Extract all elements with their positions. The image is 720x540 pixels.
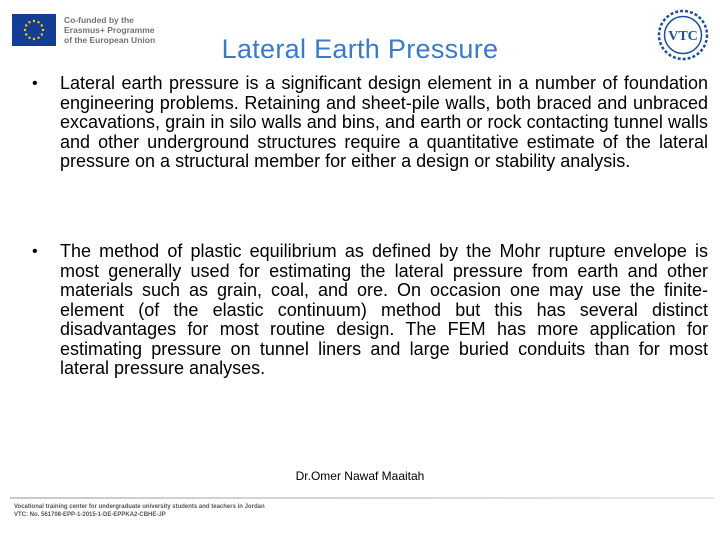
- bullet-item: [32, 74, 708, 172]
- eu-star-icon: [24, 29, 26, 31]
- bullet-dot-icon: •: [32, 75, 38, 92]
- eu-star-icon: [33, 20, 35, 22]
- page-title: Lateral Earth Pressure: [221, 34, 499, 64]
- eu-star-icon: [25, 24, 27, 26]
- eu-star-icon: [37, 21, 39, 23]
- eu-star-icon: [28, 21, 30, 23]
- bullet-item: [32, 242, 708, 379]
- bullet-text: The method of plastic equilibrium as defined by the Mohr rupture envelope is most generally used for estimating the lateral pressure from earth and other materials such as grain, coal, and ore. On occasion one may use the finite-element (of the elastic continuum) method but this has several distinct disadvantages for most routine design. The FEM has more application for estimating pressure on tunnel liners and large buried conduits than for most lateral pressure analyses.: [60, 241, 708, 378]
- eu-text-line3: of the European Union: [64, 35, 156, 45]
- eu-text-line2: Erasmus+ Programme: [64, 25, 155, 35]
- eu-text-line1: Co-funded by the: [64, 15, 134, 25]
- eu-star-icon: [42, 29, 44, 31]
- footer-line2: VTC: No. 561708-EPP-1-2015-1-DE-EPPKA2-CBHE-JP: [14, 512, 166, 518]
- eu-star-icon: [41, 24, 43, 26]
- vtc-logo-text: VTC: [668, 29, 698, 44]
- bullet-text: Lateral earth pressure is a significant design element in a number of foundation engineering problems. Retaining and sheet-pile walls, both braced and unbraced excavations, grain in silo walls and bins, and earth or rock contacting tunnel walls and other underground structures require a quantitative estimate of the lateral pressure on a structural member for either a design or stability analysis.: [60, 73, 708, 171]
- bullet-dot-icon: •: [32, 243, 38, 260]
- footer-divider: [10, 497, 714, 499]
- footer-line1: Vocational training center for undergraduate university students and teachers in Jordan: [14, 504, 265, 510]
- footer-project-info: [14, 503, 265, 519]
- author-name: Dr.Omer Nawaf Maaitah: [295, 469, 425, 483]
